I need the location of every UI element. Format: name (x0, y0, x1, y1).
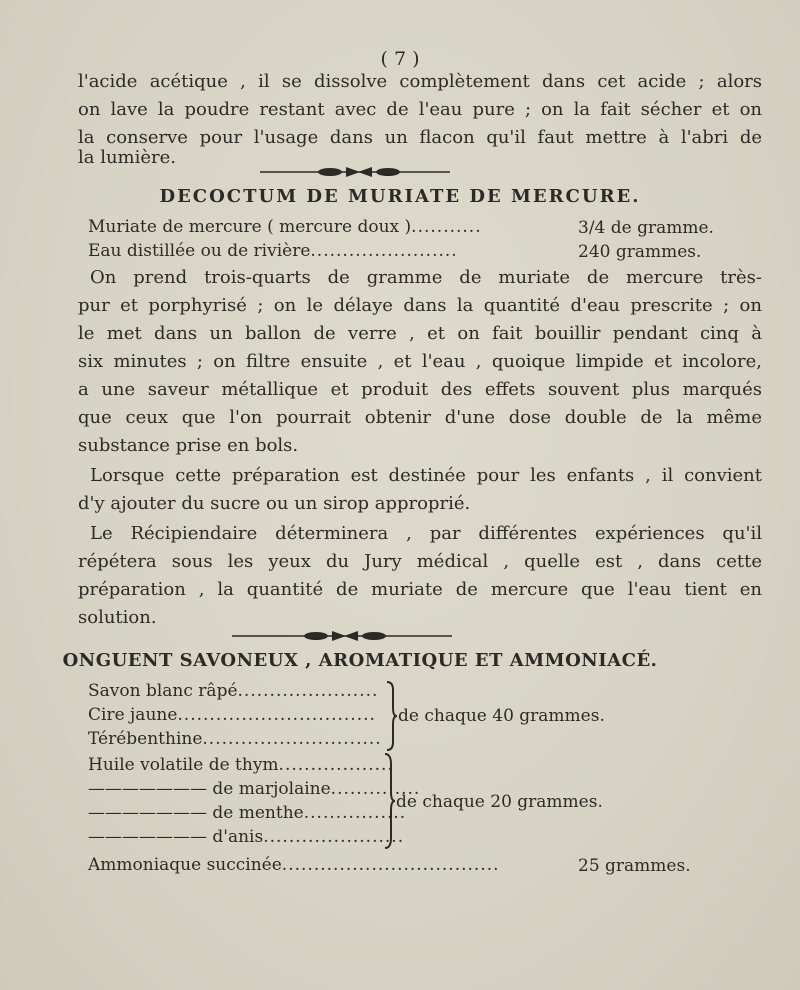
leader-dots: .................................. (281, 855, 500, 875)
leader-dots: ............................... (177, 705, 376, 725)
recipe-line (88, 680, 378, 702)
group-quantity: de chaque 40 grammes. (398, 706, 605, 726)
recipe-item: d'anis (212, 827, 264, 847)
recipe-line (88, 728, 382, 750)
body-line: répétera sous les yeux du Jury médical , quelle est , dans cette (78, 551, 762, 572)
body-line: d'y ajouter du sucre ou un sirop approprié. (78, 493, 471, 514)
recipe-item: Cire jaune (88, 705, 178, 725)
leader-dots: .............. (330, 779, 421, 799)
recipe-line (88, 240, 458, 262)
leader-dots: ........... (411, 217, 482, 237)
recipe-quantity: 25 grammes. (578, 856, 691, 876)
ditto-dash: ——————— (88, 827, 207, 847)
leader-dots: ................ (303, 803, 407, 823)
intro-line: la conserve pour l'usage dans un flacon qu'il faut mettre à l'abri de (78, 127, 762, 148)
body-line: solution. (78, 607, 157, 628)
recipe-line (88, 802, 406, 824)
recipe-item: de menthe (212, 803, 304, 823)
curly-brace (384, 680, 398, 752)
recipe-line (88, 854, 500, 876)
body-line: le met dans un ballon de verre , et on fait bouillir pendant cinq à (78, 323, 762, 344)
page-number: ( 7 ) (380, 48, 420, 70)
recipe-line (88, 778, 420, 800)
recipe-line (88, 704, 376, 726)
intro-line: l'acide acétique , il se dissolve complètement dans cet acide ; alors (78, 71, 762, 92)
body-line: Lorsque cette préparation est destinée pour les enfants , il convient (90, 465, 762, 486)
recipe-item: Muriate de mercure ( mercure doux ) (88, 217, 412, 237)
body-line: a une saveur métallique et produit des effets souvent plus marqués (78, 379, 762, 400)
leader-dots: ............................ (202, 729, 382, 749)
intro-line: on lave la poudre restant avec de l'eau pure ; on la fait sécher et on (78, 99, 762, 120)
body-line: préparation , la quantité de muriate de mercure que l'eau tient en (78, 579, 762, 600)
intro-line: la lumière. (78, 147, 177, 168)
leader-dots: .................. (278, 755, 394, 775)
curly-brace (382, 752, 396, 850)
recipe-quantity: 240 grammes. (578, 242, 702, 262)
body-line: substance prise en bols. (78, 435, 299, 456)
leader-dots: ...................... (237, 681, 379, 701)
section-title: ONGUENT SAVONEUX , AROMATIQUE ET AMMONIACÉ. (62, 650, 658, 671)
ornamental-rule (260, 166, 450, 178)
leader-dots: ...................... (263, 827, 405, 847)
recipe-item: Ammoniaque succinée (88, 855, 282, 875)
ditto-dash: ——————— (88, 779, 207, 799)
ditto-dash: ——————— (88, 803, 207, 823)
recipe-item: Huile volatile de thym (88, 755, 279, 775)
body-line: six minutes ; on filtre ensuite , et l'eau , quoique limpide et incolore, (78, 351, 762, 372)
recipe-item: Térébenthine (88, 729, 203, 749)
ornamental-rule (232, 630, 452, 642)
recipe-line (88, 826, 404, 848)
body-line: que ceux que l'on pourrait obtenir d'une dose double de la même (78, 407, 762, 428)
group-quantity: de chaque 20 grammes. (396, 792, 603, 812)
recipe-item: Savon blanc râpé (88, 681, 238, 701)
body-line: On prend trois-quarts de gramme de muriate de mercure très- (90, 267, 762, 288)
recipe-item: Eau distillée ou de rivière (88, 241, 311, 261)
recipe-quantity: 3/4 de gramme. (578, 218, 714, 238)
body-line: Le Récipiendaire déterminera , par différentes expériences qu'il (90, 523, 762, 544)
recipe-line (88, 754, 394, 776)
body-line: pur et porphyrisé ; on le délaye dans la quantité d'eau prescrite ; on (78, 295, 762, 316)
recipe-item: de marjolaine (212, 779, 331, 799)
leader-dots: ....................... (310, 241, 458, 261)
section-title: DECOCTUM DE MURIATE DE MERCURE. (159, 186, 641, 207)
recipe-line (88, 216, 482, 238)
